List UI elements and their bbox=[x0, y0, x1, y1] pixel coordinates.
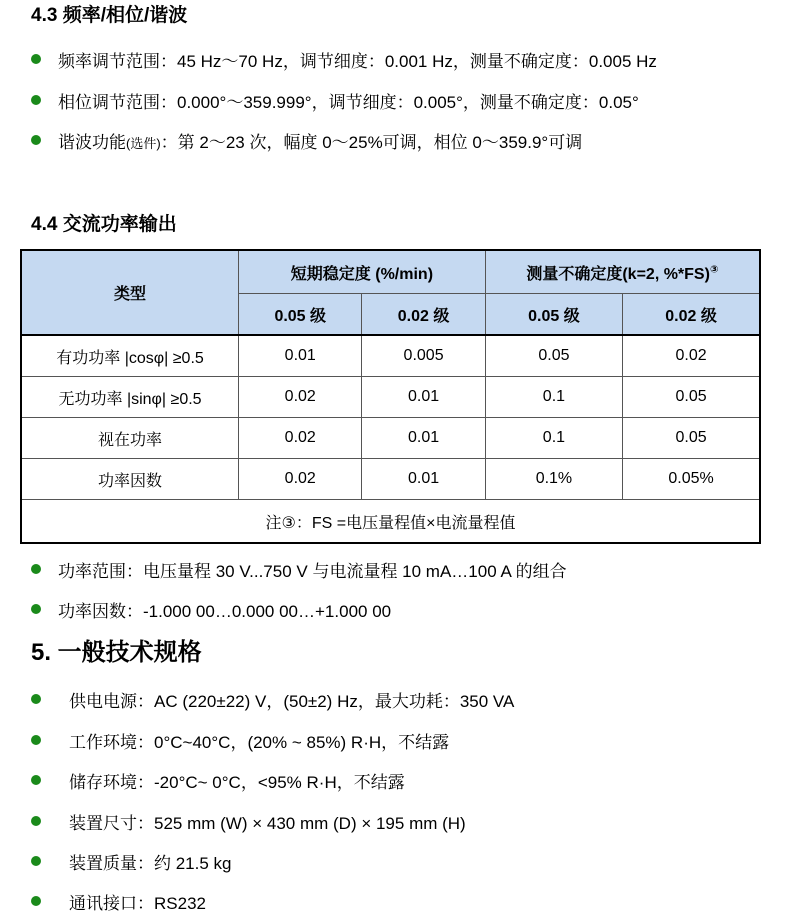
bullet-dot-icon bbox=[31, 735, 41, 745]
cell-value: 0.02 bbox=[239, 377, 362, 418]
list-item bbox=[31, 849, 232, 873]
interface-text: 通讯接口：RS232 bbox=[69, 893, 206, 913]
header-grade: 0.05 级 bbox=[485, 294, 622, 336]
table-row bbox=[21, 377, 760, 418]
table-row bbox=[21, 418, 760, 459]
bullet-dot-icon bbox=[31, 775, 41, 785]
harmonic-text: 谐波功能(选件)：第 2～23 次，幅度 0～25%可调，相位 0～359.9°可调 bbox=[58, 132, 583, 152]
header-grade: 0.02 级 bbox=[362, 294, 485, 336]
weight-text: 装置质量：约 21.5 kg bbox=[69, 853, 232, 873]
bullet-dot-icon bbox=[31, 604, 41, 614]
section-4-4-title: 4.4 交流功率输出 bbox=[31, 214, 177, 235]
cell-value: 0.005 bbox=[362, 335, 485, 377]
header-short-stability: 短期稳定度 (%/min) bbox=[239, 250, 486, 294]
list-item bbox=[31, 597, 391, 621]
freq-range-text: 频率调节范围：45 Hz～70 Hz，调节细度：0.001 Hz，测量不确定度：0.005 Hz bbox=[58, 51, 657, 71]
cell-value: 0.01 bbox=[362, 377, 485, 418]
cell-value: 0.1 bbox=[485, 377, 622, 418]
storage-env-text: 储存环境：-20°C~ 0°C，<95% R·H，不结露 bbox=[69, 772, 405, 792]
power-factor-text: 功率因数：-1.000 00…0.000 00…+1.000 00 bbox=[58, 601, 392, 621]
cell-value: 0.02 bbox=[239, 459, 362, 500]
list-item bbox=[31, 809, 466, 833]
list-item bbox=[31, 88, 639, 112]
bullet-dot-icon bbox=[31, 54, 41, 64]
cell-value: 0.02 bbox=[623, 335, 760, 377]
header-uncertainty: 测量不确定度(k=2, %*FS)③ bbox=[485, 250, 760, 294]
cell-value: 0.1 bbox=[485, 418, 622, 459]
bullet-dot-icon bbox=[31, 896, 41, 906]
cell-value: 0.02 bbox=[239, 418, 362, 459]
section-5-title: 5. 一般技术规格 bbox=[31, 639, 202, 666]
header-grade: 0.05 级 bbox=[239, 294, 362, 336]
cell-value: 0.05 bbox=[623, 377, 760, 418]
cell-type: 有功功率 |cosφ| ≥0.5 bbox=[21, 335, 239, 377]
cell-value: 0.01 bbox=[362, 418, 485, 459]
cell-value: 0.1% bbox=[485, 459, 622, 500]
cell-value: 0.05% bbox=[623, 459, 760, 500]
bullet-dot-icon bbox=[31, 95, 41, 105]
bullet-dot-icon bbox=[31, 856, 41, 866]
list-item bbox=[31, 687, 514, 711]
table-note: 注③：FS =电压量程值×电流量程值 bbox=[21, 500, 760, 544]
table-row bbox=[21, 335, 760, 377]
list-item bbox=[31, 728, 449, 752]
header-grade: 0.02 级 bbox=[623, 294, 760, 336]
phase-range-text: 相位调节范围：0.000°～359.999°，调节细度：0.005°，测量不确定度：0.05° bbox=[58, 92, 639, 112]
cell-value: 0.01 bbox=[239, 335, 362, 377]
list-item bbox=[31, 47, 657, 71]
dimensions-text: 装置尺寸：525 mm (W) × 430 mm (D) × 195 mm (H) bbox=[69, 813, 466, 833]
cell-value: 0.05 bbox=[485, 335, 622, 377]
ac-power-spec-table bbox=[20, 249, 761, 544]
bullet-dot-icon bbox=[31, 564, 41, 574]
cell-type: 功率因数 bbox=[21, 459, 239, 500]
bullet-dot-icon bbox=[31, 135, 41, 145]
operating-env-text: 工作环境：0°C~40°C，(20% ~ 85%) R·H，不结露 bbox=[69, 732, 450, 752]
cell-value: 0.05 bbox=[623, 418, 760, 459]
list-item bbox=[31, 889, 206, 913]
header-type: 类型 bbox=[21, 250, 239, 335]
list-item bbox=[31, 128, 582, 152]
cell-type: 无功功率 |sinφ| ≥0.5 bbox=[21, 377, 239, 418]
table-row bbox=[21, 459, 760, 500]
section-4-3-title: 4.3 频率/相位/谐波 bbox=[31, 5, 188, 26]
list-item bbox=[31, 557, 567, 581]
list-item bbox=[31, 768, 405, 792]
power-range-text: 功率范围：电压量程 30 V...750 V 与电流量程 10 mA…100 A 的组合 bbox=[58, 561, 567, 581]
bullet-dot-icon bbox=[31, 816, 41, 826]
bullet-dot-icon bbox=[31, 694, 41, 704]
cell-type: 视在功率 bbox=[21, 418, 239, 459]
power-supply-text: 供电电源：AC (220±22) V，(50±2) Hz，最大功耗：350 VA bbox=[69, 691, 515, 711]
cell-value: 0.01 bbox=[362, 459, 485, 500]
